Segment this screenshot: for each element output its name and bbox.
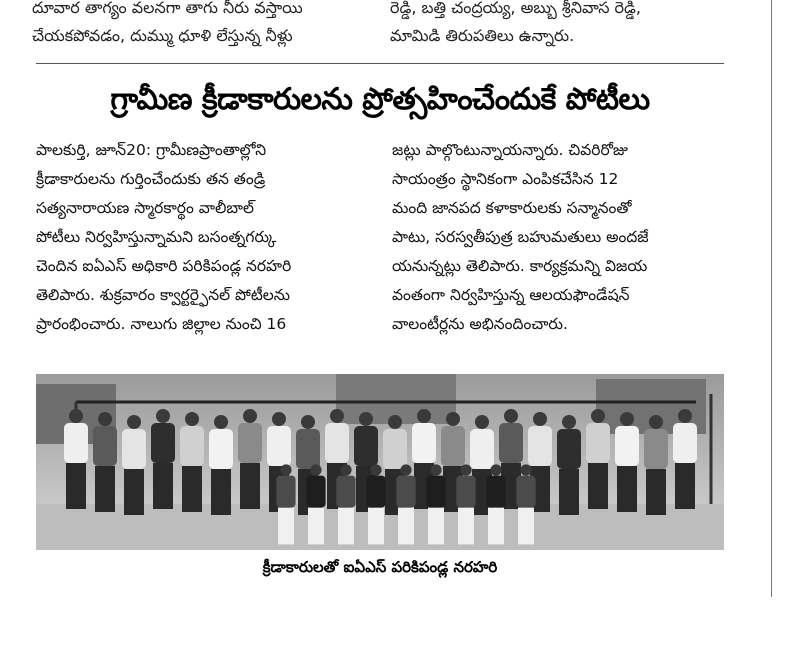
text-line: పాలకుర్తి, జూన్20: గ్రామీణప్రాంతాల్లోని	[36, 141, 267, 159]
article-right-column	[392, 136, 724, 339]
text-line: దూవార తాగ్యం వలనగా తాగు నీరు వస్తాయి	[32, 0, 303, 17]
article-left-column	[36, 136, 366, 339]
text-line: సాయంత్రం స్థానికంగా ఎంపికచేసిన 12	[392, 170, 619, 188]
person-figure	[456, 464, 475, 544]
team-group-photo	[36, 374, 724, 550]
section-divider	[36, 63, 724, 64]
text-line: ప్రారంభించారు. నాలుగు జిల్లాల నుంచి 16	[36, 315, 287, 333]
photo-caption: క్రీడాకారులతో ఐఏఎస్ పరికిపండ్ల నరహరి	[262, 558, 498, 576]
person-figure	[396, 464, 415, 544]
text-line: రెడ్డి, బత్తి చంద్రయ్య, అబ్బు శ్రీనివాస రెడ్డి,	[390, 0, 641, 17]
column-divider	[771, 0, 772, 597]
person-figure	[644, 415, 668, 515]
person-figure	[586, 409, 610, 509]
text-line: పాటు, సరస్వతీపుత్ర బహుమతులు అందజే	[392, 228, 649, 246]
previous-article-left-column	[32, 0, 366, 50]
person-figure	[151, 409, 175, 509]
text-line: వంతంగా నిర్వహిస్తున్న ఆలయఫౌండేషన్	[392, 286, 630, 304]
text-line: చెందిన ఐఏఎస్ అధికారి పరికిపండ్ల నరహరి	[36, 257, 292, 275]
text-line: చేయకపోవడం, దుమ్ము ధూళి లేస్తున్న నీళ్లు	[32, 26, 293, 45]
text-line: మామిడి తిరుపతిలు ఉన్నారు.	[390, 26, 575, 45]
person-figure	[336, 464, 355, 544]
person-figure	[486, 464, 505, 544]
person-figure	[615, 412, 639, 512]
person-figure	[516, 464, 535, 544]
person-figure	[366, 464, 385, 544]
person-figure	[180, 412, 204, 512]
group-photo-illustration	[36, 374, 724, 550]
person-figure	[238, 409, 262, 509]
text-line: యనున్నట్లు తెలిపారు. కార్యక్రమన్ని విజయ	[392, 257, 648, 275]
person-figure	[209, 415, 233, 515]
person-figure	[64, 409, 88, 509]
person-figure	[276, 464, 295, 544]
person-figure	[557, 415, 581, 515]
person-figure	[122, 415, 146, 515]
person-figure	[93, 412, 117, 512]
previous-article-right-column	[390, 0, 730, 50]
person-figure	[673, 409, 697, 509]
text-line: సత్యనారాయణ స్మారకార్థం వాలీబాల్	[36, 199, 254, 217]
person-figure	[426, 464, 445, 544]
text-line: జట్లు పాల్గొంటున్నాయన్నారు. చివరిరోజు	[392, 141, 628, 159]
text-line: క్రీడాకారులను గుర్తించేందుకు తన తండ్రి	[36, 170, 266, 188]
text-line: పోటీలు నిర్వహిస్తున్నామని బసంత్నగర్కు	[36, 228, 277, 246]
text-line: వాలంటీర్లను అభినందించారు.	[392, 315, 568, 333]
person-figure	[306, 464, 325, 544]
text-line: తెలిపారు. శుక్రవారం క్వార్టర్ఫైనల్ పోటీలను	[36, 286, 291, 304]
text-line: మంది జానపద కళాకారులకు సన్మానంతో	[392, 199, 632, 217]
article-headline: గ్రామీణ క్రీడాకారులను ప్రోత్సహించేందుకే పోటీలు	[110, 82, 650, 117]
